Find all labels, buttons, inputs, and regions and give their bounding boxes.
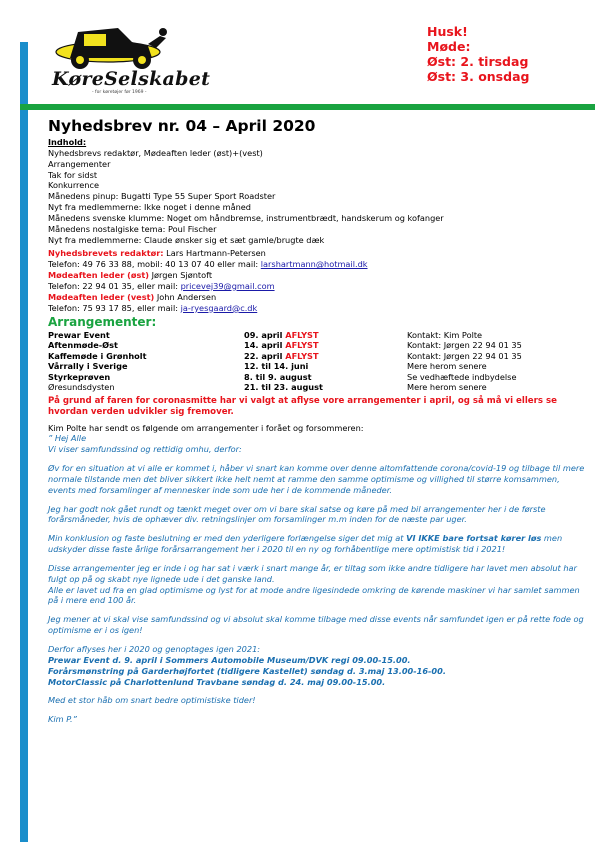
- table-row: [48, 351, 522, 362]
- contents-item: Nyt fra medlemmerne: Claude ønsker sig et sæt gamle/brugte dæk: [48, 234, 325, 245]
- postponed-event: MotorClassic på Charlottenlund Travbane søndag d. 24. maj 09.00-15.00.: [48, 676, 386, 687]
- contents-item: Månedens svenske klumme: Noget om håndbremse, instrumentbrædt, handskerum og kofanger: [48, 212, 444, 223]
- letter-intro: Kim Polte har sendt os følgende om arrangementer i forået og forsommeren:: [48, 422, 364, 433]
- letter-body: [48, 433, 588, 725]
- contact-phone-text: Telefon: 75 93 17 85, eller mail:: [48, 302, 181, 313]
- letter-paragraph: Med et stor håb om snart bedre optimistiske tider!: [48, 695, 256, 706]
- event-info: Kontakt: Jørgen 22 94 01 35: [407, 350, 522, 361]
- event-name: Vårrally i Sverige: [48, 361, 128, 371]
- table-row: [48, 340, 522, 351]
- cancelled-badge: AFLYST: [285, 340, 319, 350]
- postponed-event: Prewar Event d. 9. april i Sommers Automobile Museum/DVK regi 09.00-15.00.: [48, 654, 411, 665]
- table-row: [48, 382, 522, 393]
- letter-paragraph: Vi viser samfundssind og rettidig omhu, derfor:: [48, 444, 242, 455]
- event-date: 22. april AFLYST: [244, 350, 319, 361]
- logo-wordmark: KøreSelskabet: [52, 68, 211, 90]
- letter-paragraph: Jeg mener at vi skal vise samfundssind og vi absolut skal komme tilbage med disse events når samfundet igen er på rette fode og optimisme er i os igen!: [48, 614, 584, 636]
- event-date: 21. til 23. august: [244, 382, 323, 392]
- event-name: Prewar Event: [48, 329, 110, 340]
- contents-heading: Indhold:: [48, 137, 87, 147]
- letter-paragraph: Jeg har godt nok gået rundt og tænkt meget over om vi bare skal satse og køre på med bil arrangementer her i de første forårsmåneder, hvis de ophæver div. retningslinjer om forsamlinger m.m inden for de næste par uger.: [48, 503, 546, 525]
- reminder-line: Møde:: [427, 39, 471, 54]
- contents-item: Arrangementer: [48, 158, 111, 169]
- contact-phone-text: Telefon: 49 76 33 88, mobil: 40 13 07 40 eller mail:: [48, 259, 261, 270]
- logo-tagline: - for køretøjer før 1969 -: [92, 90, 147, 95]
- letter-paragraph: Disse arrangementer jeg er inde i og har sat i værk i snart mange år, er tiltag som ikke andre tidligere har lavet men absolut har fulgt op på og skabt nye lignede ude i det ganske land. Alle er lavet ud fra en glad optimisme og lyst for at mode andre ligesindede omkring de kørende maskiner vi har samlet sammen på i mere end 100 år.: [48, 562, 580, 606]
- event-name: Styrkeprøven: [48, 371, 111, 382]
- event-date: 12. til 14. juni: [244, 361, 309, 371]
- contact-editor: [48, 248, 588, 259]
- letter-greeting: ” Hej Alle: [48, 433, 87, 444]
- event-info: Kontakt: Kim Polte: [407, 329, 483, 340]
- event-date: 14. april AFLYST: [244, 340, 319, 350]
- event-date: 8. til 9. august: [244, 371, 312, 382]
- event-name: Aftenmøde-Øst: [48, 340, 118, 350]
- cancelled-badge: AFLYST: [285, 329, 319, 340]
- contents-item: Månedens pinup: Bugatti Type 55 Super Sport Roadster: [48, 191, 276, 202]
- postponed-event: Forårsmønstring på Garderhøjfortet (tidligere Kastellet) søndag d. 3.maj 13.00-16-00.: [48, 665, 446, 676]
- reminder-line: Øst: 2. tirsdag: [427, 54, 529, 69]
- letter-paragraph: Derfor aflyses her i 2020 og genoptages igen 2021:: [48, 644, 261, 654]
- contact-phone-text: Telefon: 22 94 01 35, eller mail:: [48, 280, 181, 291]
- table-row: [48, 330, 522, 341]
- contents-item: Nyt fra medlemmerne: Ikke noget i denne måned: [48, 202, 252, 213]
- contact-role: Mødeaften leder (øst): [48, 270, 149, 281]
- events-table: [48, 330, 522, 393]
- contact-name: Jørgen Sjøntoft: [148, 270, 213, 281]
- email-link[interactable]: larshartmann@hotmail.dk: [260, 259, 368, 270]
- contact-west: [48, 292, 588, 303]
- contents-item: Nyhedsbrevs redaktør, Mødeaften leder (øst)+(vest): [48, 147, 263, 158]
- event-info: Kontakt: Jørgen 22 94 01 35: [407, 340, 522, 350]
- reminder-line: Øst: 3. onsdag: [427, 69, 530, 84]
- meeting-reminder: [427, 24, 529, 84]
- letter-signature: Kim P.”: [48, 714, 77, 725]
- table-row: [48, 361, 522, 372]
- contact-phone: [48, 303, 588, 314]
- letter-emphasis: VI IKKE bare fortsat kører løs: [406, 533, 542, 544]
- header-divider: [20, 104, 595, 110]
- event-info: Se vedhæftede indbydelse: [407, 371, 517, 382]
- newsletter-title: Nyhedsbrev nr. 04 – April 2020: [48, 117, 316, 135]
- contents-item: Konkurrence: [48, 180, 100, 191]
- letter-paragraph: Min konklusion og faste beslutning er med den yderligere forlængelse siger det mig at VI IKKE bare fortsat kører løs men udskyder disse faste årlige forårsarrangement her i 2020 til en ny og forhåbentlige mere optimistisk tid i 2021!: [48, 533, 563, 555]
- event-info: Mere herom senere: [407, 382, 487, 392]
- events-heading: Arrangementer:: [48, 314, 157, 329]
- letter-paragraph: Øv for en situation at vi alle er kommet i, håber vi snart kan komme over denne altomfattende corona/covid-19 og tilbage til mere normale tilstande men det bliver sikkert ikke helt nemt at ramme den samme optimisme og villighed til større komsammen, events med forsamlinger af mennesker inde som ude her i de kommende måneder.: [48, 463, 585, 495]
- contact-phone: [48, 281, 588, 292]
- contact-name: John Andersen: [154, 291, 217, 302]
- contact-role: Mødeaften leder (vest): [48, 291, 155, 302]
- contact-phone: [48, 259, 588, 270]
- newsletter-body: [48, 137, 588, 725]
- event-date: 09. april AFLYST: [244, 329, 319, 340]
- event-name: Øresundsdysten: [48, 382, 115, 392]
- vintage-car-logo-icon: [48, 14, 198, 74]
- contact-name: Lars Hartmann-Petersen: [163, 248, 266, 259]
- left-accent-bar: [20, 42, 28, 842]
- contact-role: Nyhedsbrevets redaktør:: [48, 248, 164, 259]
- email-link[interactable]: pricevej39@gmail.com: [180, 280, 275, 291]
- event-name: Kaffemøde i Grønholt: [48, 350, 147, 361]
- contents-item: Tak for sidst: [48, 169, 98, 180]
- reminder-line: Husk!: [427, 24, 468, 39]
- cancelled-badge: AFLYST: [285, 350, 319, 361]
- email-link[interactable]: ja-ryesgaard@c.dk: [180, 302, 258, 313]
- contents-item: Månedens nostalgiske tema: Poul Fischer: [48, 223, 217, 234]
- contact-east: [48, 270, 588, 281]
- table-row: [48, 372, 522, 383]
- event-info: Mere herom senere: [407, 361, 487, 371]
- corona-notice: På grund af faren for coronasmitte har vi valgt at aflyse vore arrangementer i april, og så må vi ellers se hvordan verden udvikler sig fremover.: [48, 395, 557, 417]
